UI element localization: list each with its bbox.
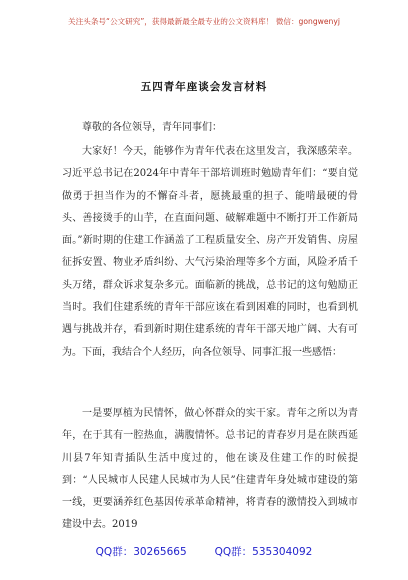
body-paragraph: 一是要厚植为民情怀，做心怀群众的实干家。青年之所以为青年，在于其有一腔热血，满腹情怀。总书记的青春岁月是在陕西延川县7年知青插队生活中度过的，他在谈及住建工作的时候提到：“人民城市人民建人民城市为人民”住建青年身处城市建设的第一线，更要涵养红色基因传承革命精神，将青春的激情投入到城市建设中去。2019 [62, 408, 358, 531]
footer [0, 544, 408, 559]
greeting: 尊敬的各位领导，青年同事们： [82, 122, 222, 133]
header-banner: 关注头条号“公文研究”，获得最新最全最专业的公文资料库！ 微信：gongwenyj [68, 17, 340, 26]
qq-group-1: QQ群：30265665 [95, 546, 187, 558]
document-title: 五四青年座谈会发言材料 [140, 81, 268, 93]
qq-group-2: QQ群：535304092 [214, 546, 313, 558]
body-paragraph: 大家好！今天，能够作为青年代表在这里发言，我深感荣幸。习近平总书记在2024年中青年干部培训班时勉励青年们：“要自觉做勇于担当作为的不懈奋斗者，愿挑最重的担子、能啃最硬的骨头、善接烫手的山芋，在直面问题、破解难题中不断打开工作新局面。”新时期的住建工作涵盖了工程质量安全、房产开发销售、房屋征拆安置、物业矛盾纠纷、大气污染治理等多个方面，风险矛盾千头万绪，群众诉求复杂多元。面临新的挑战，总书记的这句勉励正当时。我们住建系统的青年干部应该在看到困难的同时，也看到机遇与挑战并存，看到新时期住建系统的青年干部天地广阔、大有可为。下面，我结合个人经历，向各位领导、同事汇报一些感悟： [62, 146, 358, 358]
